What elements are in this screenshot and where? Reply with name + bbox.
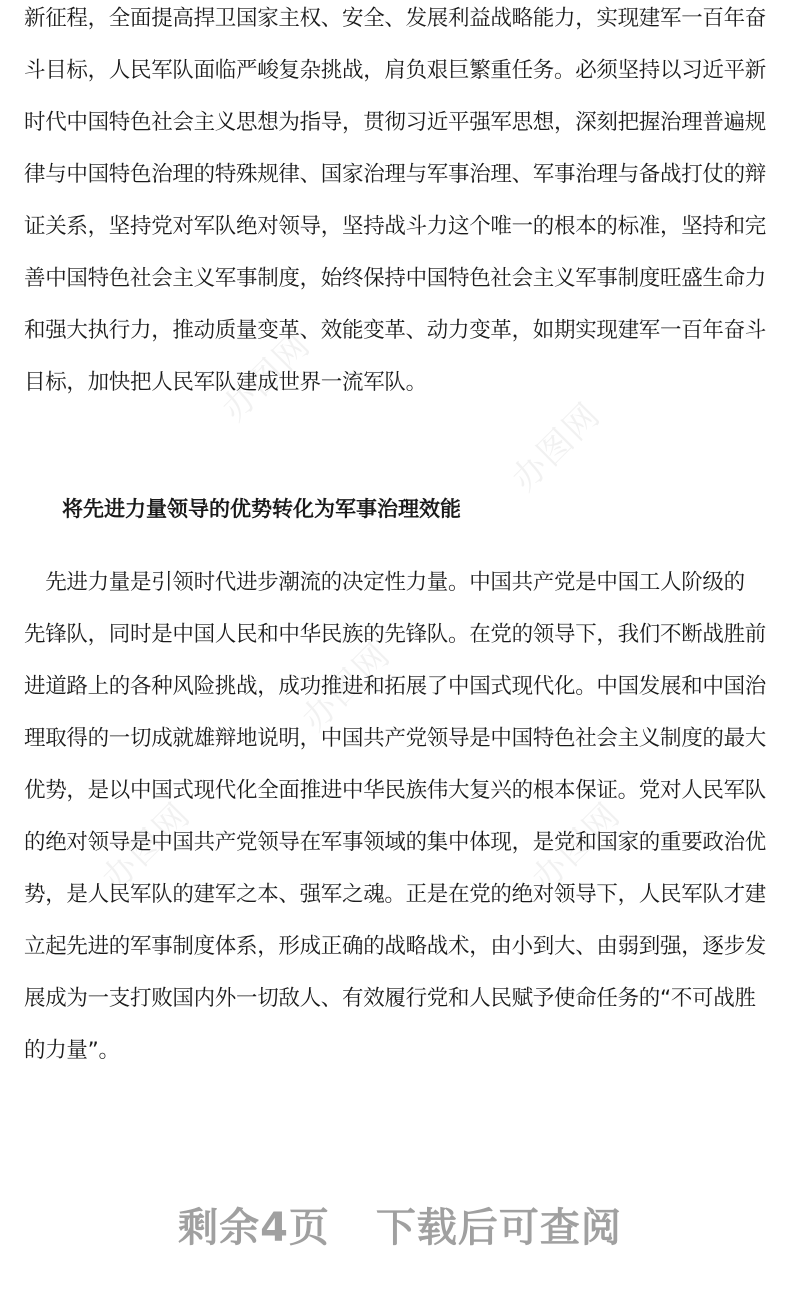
watermark: 办图网 <box>214 324 319 430</box>
text-line: 进道路上的各种风险挑战，成功推进和拓展了中国式现代化。中国发展和中国治 <box>24 674 767 699</box>
section-heading: 将先进力量领导的优势转化为军事治理效能 <box>62 497 461 521</box>
text-line: 展成为一支打败国内外一切敌人、有效履行党和人民赋予使命任务的“不可战胜 <box>24 986 756 1011</box>
text-line: 时代中国特色社会主义思想为指导，贯彻习近平强军思想，深刻把握治理普遍规 <box>24 110 767 135</box>
text-line: 先锋队，同时是中国人民和中华民族的先锋队。在党的领导下，我们不断战胜前 <box>24 622 767 647</box>
text-line: 的绝对领导是中国共产党领导在军事领域的集中体现，是党和国家的重要政治优 <box>24 830 767 855</box>
paragraph-2 <box>24 557 780 1077</box>
watermark: 办图网 <box>94 794 199 900</box>
download-to-view-label: 下载后可查阅 <box>375 1205 622 1251</box>
download-prompt[interactable] <box>0 1196 800 1253</box>
watermark: 办图网 <box>504 394 609 500</box>
text-line: 优势，是以中国式现代化全面推进中华民族伟大复兴的根本保证。党对人民军队 <box>24 778 767 803</box>
text-line: 律与中国特色治理的特殊规律、国家治理与军事治理、军事治理与备战打仗的辩 <box>24 162 767 187</box>
text-line: 立起先进的军事制度体系，形成正确的战略战术，由小到大、由弱到强，逐步发 <box>24 934 767 959</box>
text-line: 和强大执行力，推动质量变革、效能变革、动力变革，如期实现建军一百年奋斗 <box>24 318 767 343</box>
text-line: 先进力量是引领时代进步潮流的决定性力量。中国共产党是中国工人阶级的 <box>24 570 745 595</box>
text-line: 势，是人民军队的建军之本、强军之魂。正是在党的绝对领导下，人民军队才建 <box>24 882 767 907</box>
watermark: 办图网 <box>294 634 399 740</box>
remaining-pages-label: 剩余4页 <box>178 1205 330 1251</box>
text-line: 目标，加快把人民军队建成世界一流军队。 <box>24 370 427 395</box>
paragraph-1 <box>24 0 780 409</box>
watermark: 办图网 <box>524 794 629 900</box>
text-line: 的力量”。 <box>24 1038 120 1063</box>
text-line: 理取得的一切成就雄辩地说明，中国共产党领导是中国特色社会主义制度的最大 <box>24 726 767 751</box>
text-line: 新征程，全面提高捍卫国家主权、安全、发展利益战略能力，实现建军一百年奋 <box>24 6 767 31</box>
text-line: 证关系，坚持党对军队绝对领导，坚持战斗力这个唯一的根本的标准，坚持和完 <box>24 214 767 239</box>
text-line: 斗目标，人民军队面临严峻复杂挑战，肩负艰巨繁重任务。必须坚持以习近平新 <box>24 58 767 83</box>
text-line: 善中国特色社会主义军事制度，始终保持中国特色社会主义军事制度旺盛生命力 <box>24 266 767 291</box>
